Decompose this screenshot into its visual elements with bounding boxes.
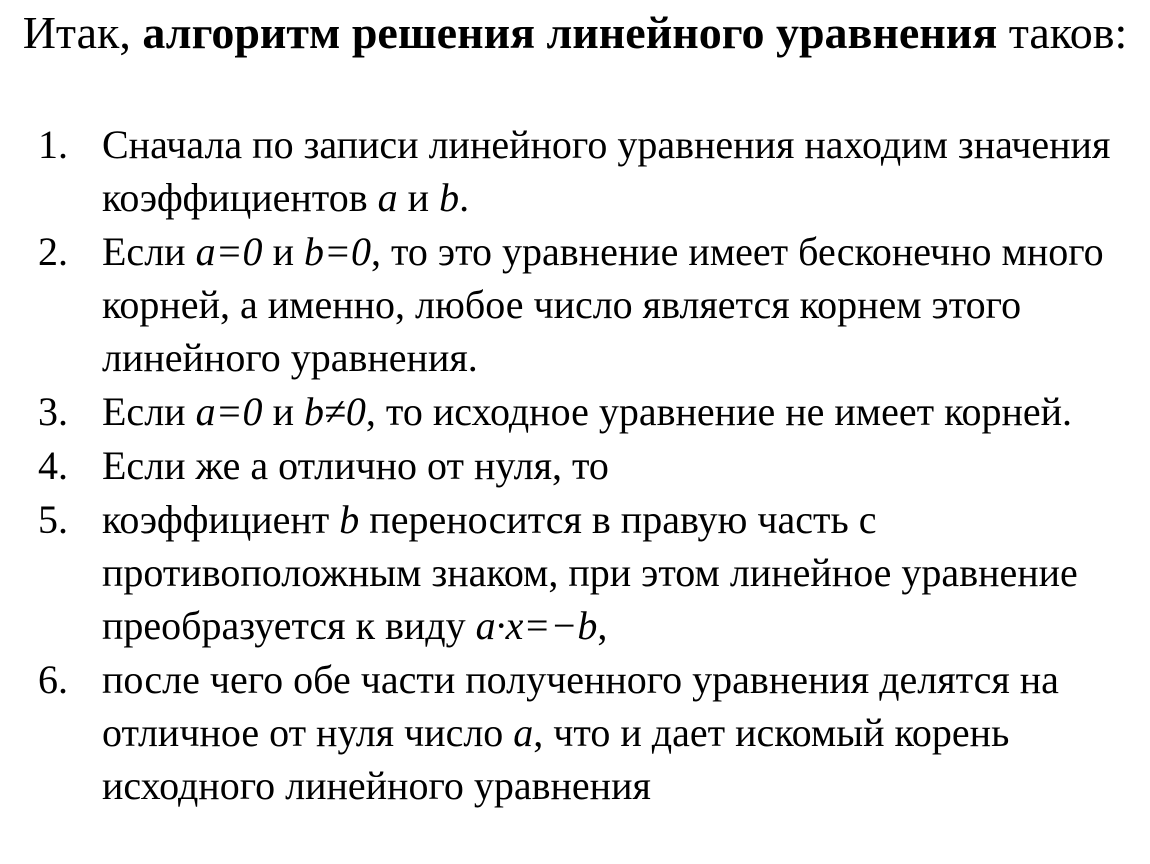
list-item [0,385,1150,438]
math-variable: a=0 [195,389,263,434]
step-text-run: , то исходное уравнение не имеет корней. [365,389,1073,434]
step-text-run: после чего обе части полученного уравнения делятся на отличное от нуля число [102,657,1059,755]
list-item [0,225,1150,384]
step-text-run: , что и дает искомый корень исходного линейного уравнения [102,710,1010,808]
math-variable: b [439,175,460,220]
step-text [102,657,1059,808]
math-variable: a·x=−b [475,603,598,648]
step-number: 6. [38,657,68,702]
list-item [0,653,1150,812]
list-item [0,118,1150,224]
math-variable: b [339,497,360,542]
title-prefix: Итак, [22,7,143,58]
step-text-run: Если [102,229,196,274]
step-text-run: и [397,175,440,220]
step-number: 4. [38,443,68,488]
step-text-run: и [262,389,304,434]
math-variable: b≠0 [303,389,366,434]
step-text-run: , [597,603,608,648]
step-text [102,443,609,488]
slide-title [0,0,1150,63]
step-text-run: коэффициент [102,497,340,542]
step-number: 2. [38,229,68,274]
steps-list [0,118,1150,813]
title-bold: алгоритм решения линейного уравнения [142,7,998,58]
step-text [102,122,1110,220]
step-text-run: . [459,175,470,220]
list-item [0,493,1150,652]
math-variable: a [513,710,534,755]
math-variable: a=0 [195,229,263,274]
title-suffix: таков: [997,7,1128,58]
step-text-run: переносится в правую часть с противоположным знаком, при этом линейное уравнение преобразуется к виду [102,497,1078,648]
step-text [102,389,1072,434]
math-variable: a [377,175,398,220]
math-variable: b=0 [303,229,371,274]
step-number: 5. [38,497,68,542]
step-text-run: Сначала по записи линейного уравнения находим значения коэффициентов [102,122,1111,220]
step-number: 3. [38,389,68,434]
step-text [102,229,1104,380]
list-item [0,439,1150,492]
step-text-run: , то это уравнение имеет бесконечно много корней, а именно, любое число является корнем этого линейного уравнения. [102,229,1104,380]
step-text-run: Если [102,389,196,434]
step-text [102,497,1078,648]
step-number: 1. [38,122,68,167]
step-text-run: Если же а отлично от нуля, то [102,443,609,488]
step-text-run: и [262,229,304,274]
